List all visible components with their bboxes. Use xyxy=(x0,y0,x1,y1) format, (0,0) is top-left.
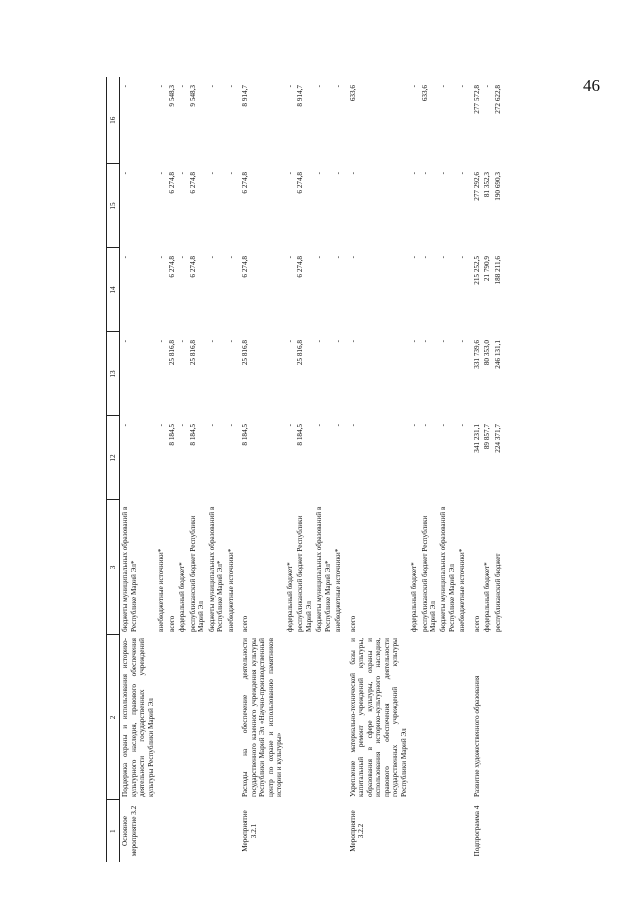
table-row xyxy=(226,77,236,862)
table-row xyxy=(120,77,156,862)
amount-cell: - xyxy=(226,172,235,175)
amount-cell: 277 572,8 xyxy=(472,85,481,114)
table-row xyxy=(472,77,482,862)
table-row xyxy=(493,77,503,862)
amount-cell: - xyxy=(157,172,166,175)
amount-cell: - xyxy=(315,172,324,175)
amount-cell: - xyxy=(420,256,429,259)
amount-cell: - xyxy=(334,340,343,343)
amount-cell: - xyxy=(178,340,187,343)
funding-source-cell: республиканский бюджет xyxy=(493,553,502,632)
program-title-empty xyxy=(333,635,343,800)
amount-cell: - xyxy=(207,424,216,427)
program-title-empty xyxy=(156,635,166,800)
program-code-empty xyxy=(482,800,492,862)
amount-cell: 6 274,8 xyxy=(296,256,305,278)
program-title-empty xyxy=(188,635,207,800)
amount-cell: 188 211,6 xyxy=(493,256,502,285)
table-row xyxy=(438,77,457,862)
amount-cell: 6 274,8 xyxy=(167,172,176,194)
amount-cell: 341 231,1 xyxy=(472,424,481,453)
amount-cell: - xyxy=(121,172,130,175)
amount-cell: 6 274,8 xyxy=(167,256,176,278)
amount-cell: - xyxy=(315,85,324,88)
amount-cell: 190 690,3 xyxy=(493,172,502,201)
amount-cell: - xyxy=(483,85,492,88)
table-row xyxy=(167,77,177,862)
amount-cell: 6 274,8 xyxy=(296,172,305,194)
program-code-empty xyxy=(333,800,343,862)
amount-cell: - xyxy=(420,424,429,427)
amount-cell: 21 790,9 xyxy=(483,256,492,282)
amount-cell: 246 131,1 xyxy=(493,340,502,369)
program-code-empty xyxy=(295,800,314,862)
table-row xyxy=(457,77,467,862)
funding-source-cell: республиканский бюджет Республики Марий Эл xyxy=(296,515,313,632)
amount-cell: 89 857,7 xyxy=(483,424,492,450)
funding-source-cell: всего xyxy=(348,615,357,632)
program-code-cell: Мероприятие 3.2.1 xyxy=(241,810,258,852)
header-cell-col2: 2 xyxy=(107,635,120,800)
amount-cell: - xyxy=(410,424,419,427)
amount-cell: - xyxy=(458,256,467,259)
amount-cell: - xyxy=(207,85,216,88)
funding-source-cell: бюджеты муниципальных образований в Республике Марий Эл xyxy=(439,506,456,632)
amount-cell: - xyxy=(439,172,448,175)
funding-source-cell: всего xyxy=(472,615,481,632)
amount-cell: 331 739,6 xyxy=(472,340,481,369)
funding-source-cell: внебюджетные источники* xyxy=(226,548,235,632)
amount-cell: - xyxy=(348,172,357,175)
rotated-table-wrapper xyxy=(106,77,626,862)
amount-cell: - xyxy=(439,340,448,343)
program-title-empty xyxy=(177,635,187,800)
amount-cell: 25 816,8 xyxy=(241,340,250,366)
program-title-empty xyxy=(409,635,419,800)
amount-cell: - xyxy=(226,85,235,88)
table-row xyxy=(314,77,333,862)
program-title-cell: Поддержка охраны и использования историко-культурного наследия, правового обеспечения деятельности государственных учреждений культуры Республики Марий Эл xyxy=(121,638,155,797)
amount-cell: 8 914,7 xyxy=(296,85,305,107)
amount-cell: - xyxy=(439,424,448,427)
amount-cell: 25 816,8 xyxy=(167,340,176,366)
amount-cell: - xyxy=(285,172,294,175)
amount-cell: 224 371,7 xyxy=(493,424,502,453)
amount-cell: - xyxy=(121,85,130,88)
program-code-empty xyxy=(207,800,226,862)
header-cell-col13: 13 xyxy=(107,332,120,416)
page-number: 46 xyxy=(583,76,600,95)
program-code-empty xyxy=(188,800,207,862)
amount-cell: - xyxy=(178,424,187,427)
program-title-empty xyxy=(295,635,314,800)
table-row xyxy=(420,77,439,862)
amount-cell: - xyxy=(458,85,467,88)
amount-cell: 633,6 xyxy=(348,85,357,102)
amount-cell: 6 274,8 xyxy=(241,172,250,194)
table-row xyxy=(333,77,343,862)
amount-cell: - xyxy=(439,256,448,259)
header-cell-col15: 15 xyxy=(107,164,120,248)
program-code-empty xyxy=(493,800,503,862)
program-code-empty xyxy=(167,800,177,862)
amount-cell: 81 352,3 xyxy=(483,172,492,198)
funding-source-cell: внебюджетные источники* xyxy=(334,548,343,632)
program-code-empty xyxy=(420,800,439,862)
program-code-empty xyxy=(314,800,333,862)
amount-cell: - xyxy=(285,256,294,259)
header-cell-col1: 1 xyxy=(107,800,120,862)
amount-cell: 215 252,5 xyxy=(472,256,481,285)
amount-cell: - xyxy=(348,340,357,343)
amount-cell: - xyxy=(121,340,130,343)
amount-cell: - xyxy=(439,85,448,88)
program-title-cell: Развитие художественного образования xyxy=(472,675,481,797)
funding-source-cell: республиканский бюджет Республики Марий Эл xyxy=(188,515,206,632)
amount-cell: - xyxy=(157,85,166,88)
amount-cell: - xyxy=(348,256,357,259)
amount-cell: 6 274,8 xyxy=(241,256,250,278)
amount-cell: 8 184,5 xyxy=(241,424,250,446)
amount-cell: 25 816,8 xyxy=(188,340,197,366)
amount-cell: 25 816,8 xyxy=(296,340,305,366)
program-title-empty xyxy=(482,635,492,800)
amount-cell: 6 274,8 xyxy=(188,256,197,278)
amount-cell: - xyxy=(410,85,419,88)
program-title-cell: Расходы на обеспечение деятельности государственного казенного учреждения культуры Республики Марий Эл «Научно-производственный центр по охране и использованию памятников истории и культуры» xyxy=(241,638,284,797)
program-code-empty xyxy=(156,800,166,862)
amount-cell: - xyxy=(226,256,235,259)
amount-cell: - xyxy=(285,424,294,427)
amount-cell: - xyxy=(207,256,216,259)
amount-cell: 277 292,6 xyxy=(472,172,481,201)
amount-cell: 8 184,5 xyxy=(188,424,197,446)
amount-cell: - xyxy=(178,85,187,88)
funding-source-cell: внебюджетные источники* xyxy=(458,548,467,632)
amount-cell: - xyxy=(420,340,429,343)
amount-cell: - xyxy=(121,256,130,259)
amount-cell: 9 548,3 xyxy=(167,85,176,107)
program-code-empty xyxy=(226,800,236,862)
amount-cell: - xyxy=(285,340,294,343)
amount-cell: 6 274,8 xyxy=(188,172,197,194)
amount-cell: 633,6 xyxy=(420,85,429,102)
table-row xyxy=(177,77,187,862)
amount-cell: - xyxy=(178,256,187,259)
program-code-empty xyxy=(177,800,187,862)
budget-table xyxy=(106,77,503,862)
program-title-empty xyxy=(167,635,177,800)
funding-source-cell: федеральный бюджет* xyxy=(410,562,419,632)
table-row xyxy=(348,77,409,862)
program-title-empty xyxy=(314,635,333,800)
program-title-empty xyxy=(207,635,226,800)
amount-cell: - xyxy=(315,340,324,343)
program-title-empty xyxy=(226,635,236,800)
program-title-empty xyxy=(285,635,295,800)
amount-cell: - xyxy=(207,172,216,175)
table-row xyxy=(207,77,226,862)
funding-source-cell: федеральный бюджет* xyxy=(178,562,187,632)
amount-cell: - xyxy=(315,424,324,427)
funding-source-cell: бюджеты муниципальных образований в Республике Марий Эл* xyxy=(315,506,332,632)
funding-source-cell: всего xyxy=(241,615,250,632)
amount-cell: 8 914,7 xyxy=(241,85,250,107)
amount-cell: - xyxy=(315,256,324,259)
amount-cell: - xyxy=(410,340,419,343)
program-code-cell: Основное мероприятие 3.2 xyxy=(121,805,138,857)
funding-source-cell: всего xyxy=(167,615,176,632)
program-code-empty xyxy=(457,800,467,862)
table-row xyxy=(295,77,314,862)
amount-cell: 80 353,0 xyxy=(483,340,492,366)
amount-cell: - xyxy=(458,424,467,427)
table-row xyxy=(188,77,207,862)
table-row xyxy=(240,77,284,862)
program-code-cell: Подпрограмма 4 xyxy=(472,805,481,857)
amount-cell: - xyxy=(226,424,235,427)
funding-source-cell: бюджеты муниципальных образований в Республике Марий Эл* xyxy=(121,506,138,632)
amount-cell: 9 548,3 xyxy=(188,85,197,107)
header-row xyxy=(107,77,120,862)
funding-source-cell: федеральный бюджет* xyxy=(285,562,294,632)
amount-cell: 8 184,5 xyxy=(167,424,176,446)
amount-cell: - xyxy=(334,172,343,175)
amount-cell: - xyxy=(334,256,343,259)
amount-cell: - xyxy=(420,172,429,175)
program-title-empty xyxy=(457,635,467,800)
program-title-cell: Укрепление материально-технической базы и капитальный ремонт учреждений культуры, образования в сфере культуры, охраны и использования историко-культурного наследия, правового обеспечения деятельности государственных учреждений культуры Республики Марий Эл xyxy=(348,638,408,797)
program-code-cell: Мероприятие 3.2.2 xyxy=(348,810,366,852)
amount-cell: - xyxy=(410,172,419,175)
program-title-empty xyxy=(438,635,457,800)
program-code-empty xyxy=(438,800,457,862)
amount-cell: - xyxy=(178,172,187,175)
header-cell-col16: 16 xyxy=(107,77,120,164)
program-code-empty xyxy=(285,800,295,862)
program-code-empty xyxy=(409,800,419,862)
table-row xyxy=(156,77,166,862)
amount-cell: - xyxy=(226,340,235,343)
amount-cell: - xyxy=(207,340,216,343)
amount-cell: - xyxy=(157,256,166,259)
program-title-empty xyxy=(493,635,503,800)
header-cell-col12: 12 xyxy=(107,416,120,500)
amount-cell: - xyxy=(157,424,166,427)
amount-cell: 272 622,8 xyxy=(493,85,502,114)
funding-source-cell: федеральный бюджет* xyxy=(483,562,492,632)
amount-cell: - xyxy=(285,85,294,88)
header-cell-col14: 14 xyxy=(107,248,120,332)
amount-cell: - xyxy=(458,172,467,175)
amount-cell: - xyxy=(348,424,357,427)
funding-source-cell: внебюджетные источники* xyxy=(157,548,166,632)
amount-cell: - xyxy=(334,85,343,88)
amount-cell: 8 184,5 xyxy=(296,424,305,446)
table-row xyxy=(409,77,419,862)
amount-cell: - xyxy=(334,424,343,427)
table-row xyxy=(285,77,295,862)
amount-cell: - xyxy=(157,340,166,343)
amount-cell: - xyxy=(458,340,467,343)
header-cell-col3: 3 xyxy=(107,500,120,635)
funding-source-cell: республиканский бюджет Республики Марий Эл xyxy=(420,515,437,632)
funding-source-cell: бюджеты муниципальных образований в Республике Марий Эл* xyxy=(207,506,225,632)
amount-cell: - xyxy=(410,256,419,259)
amount-cell: - xyxy=(121,424,130,427)
program-title-empty xyxy=(420,635,439,800)
table-row xyxy=(482,77,492,862)
